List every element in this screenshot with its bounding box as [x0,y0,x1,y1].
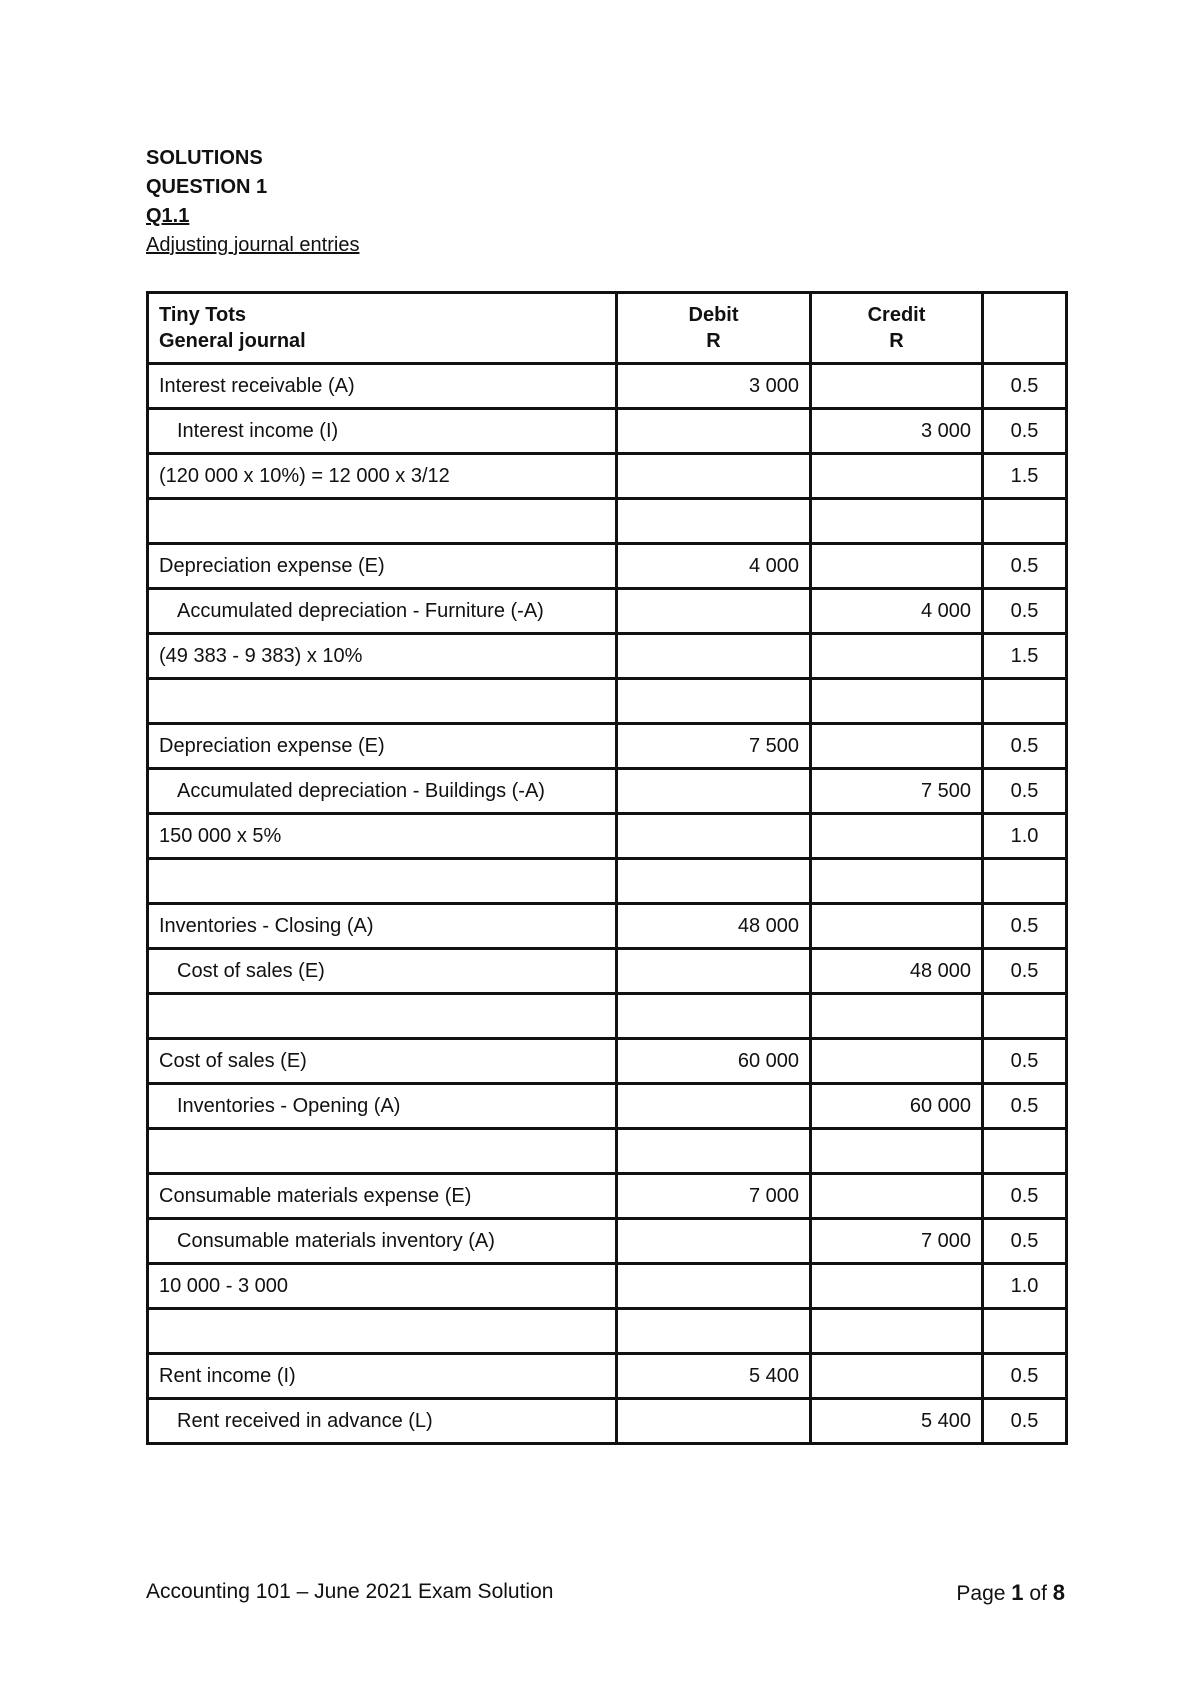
row-description-text: Consumable materials expense (E) [159,1184,472,1207]
row-description [148,364,617,409]
journal-row [148,1219,1067,1264]
row-mark: 0.5 [983,769,1067,814]
row-debit [617,1084,811,1129]
row-debit [617,1309,811,1354]
row-credit [811,814,983,859]
row-debit [617,1219,811,1264]
journal-row [148,409,1067,454]
row-description-text: (49 383 - 9 383) x 10% [159,644,363,667]
row-mark: 0.5 [983,364,1067,409]
row-mark: 0.5 [983,949,1067,994]
journal-table [146,291,1068,1445]
row-description [148,1399,617,1444]
row-debit [617,499,811,544]
solutions-title: SOLUTIONS [146,147,263,169]
row-mark: 0.5 [983,724,1067,769]
company-name: Tiny Tots [159,304,247,326]
row-description [148,1039,617,1084]
journal-row [148,679,1067,724]
row-credit: 48 000 [811,949,983,994]
row-mark: 0.5 [983,409,1067,454]
row-description [148,1354,617,1399]
row-credit [811,1039,983,1084]
row-description [148,1174,617,1219]
row-description [148,679,617,724]
row-debit [617,949,811,994]
journal-row [148,454,1067,499]
row-credit [811,1354,983,1399]
row-debit [617,589,811,634]
row-mark: 0.5 [983,1174,1067,1219]
page-current: 1 [1011,1580,1024,1605]
journal-row [148,994,1067,1039]
row-credit [811,859,983,904]
journal-row [148,769,1067,814]
row-debit: 60 000 [617,1039,811,1084]
row-debit: 7 000 [617,1174,811,1219]
row-description [148,544,617,589]
section-title: Adjusting journal entries [146,234,360,256]
row-credit: 5 400 [811,1399,983,1444]
row-credit [811,544,983,589]
row-description [148,724,617,769]
of-word: of [1029,1582,1047,1605]
row-mark: 0.5 [983,1084,1067,1129]
row-description-text: Accumulated depreciation - Furniture (-A) [177,599,544,622]
row-debit: 7 500 [617,724,811,769]
question-title: QUESTION 1 [146,176,268,198]
row-credit: 60 000 [811,1084,983,1129]
credit-unit: R [889,330,904,352]
journal-row [148,589,1067,634]
journal-row [148,949,1067,994]
row-description [148,904,617,949]
row-mark [983,499,1067,544]
page-total: 8 [1052,1580,1065,1605]
row-description-text: Accumulated depreciation - Buildings (-A) [177,779,545,802]
row-debit [617,769,811,814]
row-mark: 0.5 [983,1354,1067,1399]
row-debit [617,409,811,454]
journal-row [148,499,1067,544]
journal-name: General journal [159,330,306,352]
page-word: Page [956,1582,1006,1605]
row-credit [811,1264,983,1309]
row-mark [983,1309,1067,1354]
journal-row [148,1399,1067,1444]
row-debit [617,634,811,679]
row-description [148,589,617,634]
row-description-text: Consumable materials inventory (A) [177,1229,495,1252]
journal-row [148,1039,1067,1084]
header-debit [617,293,811,364]
journal-row [148,544,1067,589]
row-description [148,1084,617,1129]
row-debit [617,454,811,499]
debit-label: Debit [688,304,739,326]
row-credit: 7 500 [811,769,983,814]
row-mark: 1.0 [983,814,1067,859]
journal-row [148,1264,1067,1309]
journal-row [148,1354,1067,1399]
row-debit [617,1264,811,1309]
row-credit [811,454,983,499]
row-mark: 0.5 [983,1219,1067,1264]
row-mark: 1.0 [983,1264,1067,1309]
row-mark [983,1129,1067,1174]
journal-row [148,1309,1067,1354]
row-credit [811,904,983,949]
row-credit [811,1129,983,1174]
row-credit [811,994,983,1039]
row-description-text: Inventories - Opening (A) [177,1094,401,1117]
row-mark: 0.5 [983,1399,1067,1444]
row-description-text: Inventories - Closing (A) [159,914,374,937]
row-debit [617,859,811,904]
subquestion-title: Q1.1 [146,205,190,227]
row-credit [811,499,983,544]
journal-row [148,1129,1067,1174]
row-debit: 5 400 [617,1354,811,1399]
journal-row [148,1084,1067,1129]
row-description-text: Interest income (I) [177,419,339,442]
row-credit [811,1309,983,1354]
row-credit: 7 000 [811,1219,983,1264]
row-description [148,769,617,814]
debit-unit: R [706,330,721,352]
header-description [148,293,617,364]
row-credit [811,1174,983,1219]
row-description [148,949,617,994]
row-mark: 0.5 [983,1039,1067,1084]
row-debit [617,1399,811,1444]
row-debit [617,679,811,724]
row-debit [617,994,811,1039]
journal-header-row [148,293,1067,364]
row-mark: 1.5 [983,454,1067,499]
row-description [148,1129,617,1174]
row-description [148,1309,617,1354]
row-description-text: 150 000 x 5% [159,824,282,847]
row-description [148,454,617,499]
row-mark: 0.5 [983,589,1067,634]
row-description [148,859,617,904]
row-mark: 0.5 [983,544,1067,589]
header-block [146,144,359,260]
row-description [148,1219,617,1264]
row-description [148,499,617,544]
row-credit: 4 000 [811,589,983,634]
credit-label: Credit [867,304,926,326]
row-description [148,1264,617,1309]
row-description-text: Depreciation expense (E) [159,554,385,577]
row-mark: 1.5 [983,634,1067,679]
row-credit [811,364,983,409]
row-description [148,409,617,454]
row-description [148,634,617,679]
journal-row [148,724,1067,769]
journal-row [148,634,1067,679]
row-debit: 48 000 [617,904,811,949]
row-description [148,814,617,859]
journal-row [148,1174,1067,1219]
row-description-text: Interest receivable (A) [159,374,355,397]
row-credit: 3 000 [811,409,983,454]
footer-page-number [956,1580,1065,1606]
journal-body [148,364,1067,1444]
row-debit [617,814,811,859]
row-credit [811,679,983,724]
header-marks [983,293,1067,364]
header-credit [811,293,983,364]
row-debit [617,1129,811,1174]
row-debit: 3 000 [617,364,811,409]
row-debit: 4 000 [617,544,811,589]
row-description-text: Cost of sales (E) [177,959,325,982]
row-description-text: (120 000 x 10%) = 12 000 x 3/12 [159,464,450,487]
footer-course: Accounting 101 – June 2021 Exam Solution [146,1580,554,1603]
row-description-text: Rent income (I) [159,1364,296,1387]
row-mark [983,859,1067,904]
row-mark: 0.5 [983,904,1067,949]
journal-row [148,904,1067,949]
journal-row [148,364,1067,409]
journal-row [148,859,1067,904]
row-mark [983,679,1067,724]
row-description-text: 10 000 - 3 000 [159,1274,288,1297]
row-description-text: Depreciation expense (E) [159,734,385,757]
row-description-text: Cost of sales (E) [159,1049,307,1072]
journal-row [148,814,1067,859]
row-description-text: Rent received in advance (L) [177,1409,433,1432]
row-description [148,994,617,1039]
row-credit [811,634,983,679]
row-mark [983,994,1067,1039]
row-credit [811,724,983,769]
